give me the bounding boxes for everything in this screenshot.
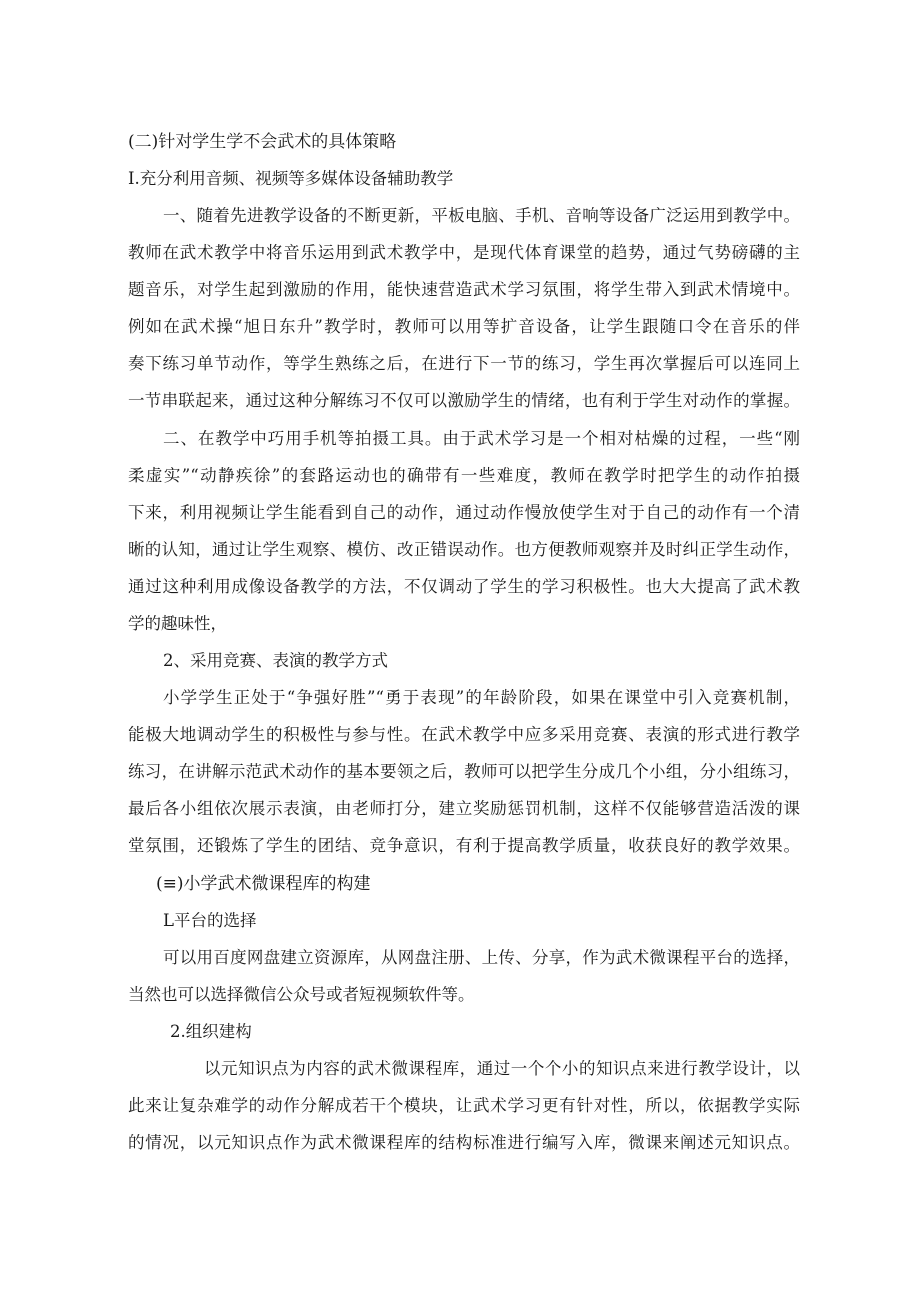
paragraph-line: 练习，在讲解示范武术动作的基本要领之后，教师可以把学生分成几个小组，分小组练习， [128, 762, 800, 781]
paragraph-line: 的情况，以元知识点作为武术微课程库的结构标准进行编写入库，微课来阐述元知识点。 [128, 1133, 800, 1152]
paragraph-line: 可以用百度网盘建立资源库，从网盘注册、上传、分享，作为武术微课程平台的选择， [163, 948, 800, 967]
paragraph-line: 柔虚实”“动静疾徐”的套路运动也的确带有一些难度，教师在教学时把学生的动作拍摄 [128, 466, 800, 485]
subheading-platform: L平台的选择 [163, 911, 257, 930]
paragraph-line: 通过这种利用成像设备教学的方法，不仅调动了学生的学习积极性。也大大提高了武术教 [128, 577, 800, 596]
paragraph-line: 一、随着先进教学设备的不断更新，平板电脑、手机、音响等设备广泛运用到教学中。 [163, 206, 800, 225]
paragraph-line: 学的趣味性， [128, 614, 227, 633]
paragraph-line: 例如在武术操“旭日东升”教学时，教师可以用等扩音设备，让学生跟随口令在音乐的伴 [128, 317, 800, 336]
paragraph-line: 当然也可以选择微信公众号或者短视频软件等。 [128, 985, 475, 1004]
paragraph-line: 下来，利用视频让学生能看到自己的动作，通过动作慢放使学生对于自己的动作有一个清 [128, 503, 800, 522]
paragraph-line: 晰的认知，通过让学生观察、模仿、改正错误动作。也方便教师观察并及时纠正学生动作， [128, 540, 800, 559]
paragraph-line: 二、在教学中巧用手机等拍摄工具。由于武术学习是一个相对枯燥的过程，一些“刚 [163, 429, 800, 448]
subheading-competition: 2、采用竞赛、表演的教学方式 [163, 651, 388, 670]
paragraph-line: 堂氛围，还锻炼了学生的团结、竞争意识，有利于提高教学质量，收获良好的教学效果。 [128, 836, 800, 855]
paragraph-line: 以元知识点为内容的武术微课程库，通过一个个小的知识点来进行教学设计，以 [204, 1059, 800, 1078]
paragraph-line: 小学学生正处于“争强好胜”“勇于表现”的年龄阶段，如果在课堂中引入竞赛机制， [163, 688, 800, 707]
section-heading-course-library: (≡)小学武术微课程库的构建 [156, 874, 371, 894]
paragraph-line: 奏下练习单节动作，等学生熟练之后，在进行下一节的练习，学生再次掌握后可以连同上 [128, 354, 800, 373]
paragraph-line: 此来让复杂难学的动作分解成若干个模块，让武术学习更有针对性，所以，依据教学实际 [128, 1096, 800, 1115]
subheading-multimedia: I.充分利用音频、视频等多媒体设备辅助教学 [128, 169, 454, 188]
section-heading-strategies: (二)针对学生学不会武术的具体策略 [128, 132, 397, 152]
paragraph-line: 能极大地调动学生的积极性与参与性。在武术教学中应多采用竞赛、表演的形式进行教学 [128, 725, 800, 744]
paragraph-line: 一节串联起来，通过这种分解练习不仅可以激励学生的情绪，也有利于学生对动作的掌握。 [128, 391, 800, 410]
paragraph-line: 教师在武术教学中将音乐运用到武术教学中，是现代体育课堂的趋势，通过气势磅礴的主 [128, 243, 800, 262]
subheading-organization: 2.组织建构 [170, 1022, 252, 1041]
paragraph-line: 题音乐，对学生起到激励的作用，能快速营造武术学习氛围，将学生带入到武术情境中。 [128, 280, 800, 299]
paragraph-line: 最后各小组依次展示表演，由老师打分，建立奖励惩罚机制，这样不仅能够营造活泼的课 [128, 799, 800, 818]
